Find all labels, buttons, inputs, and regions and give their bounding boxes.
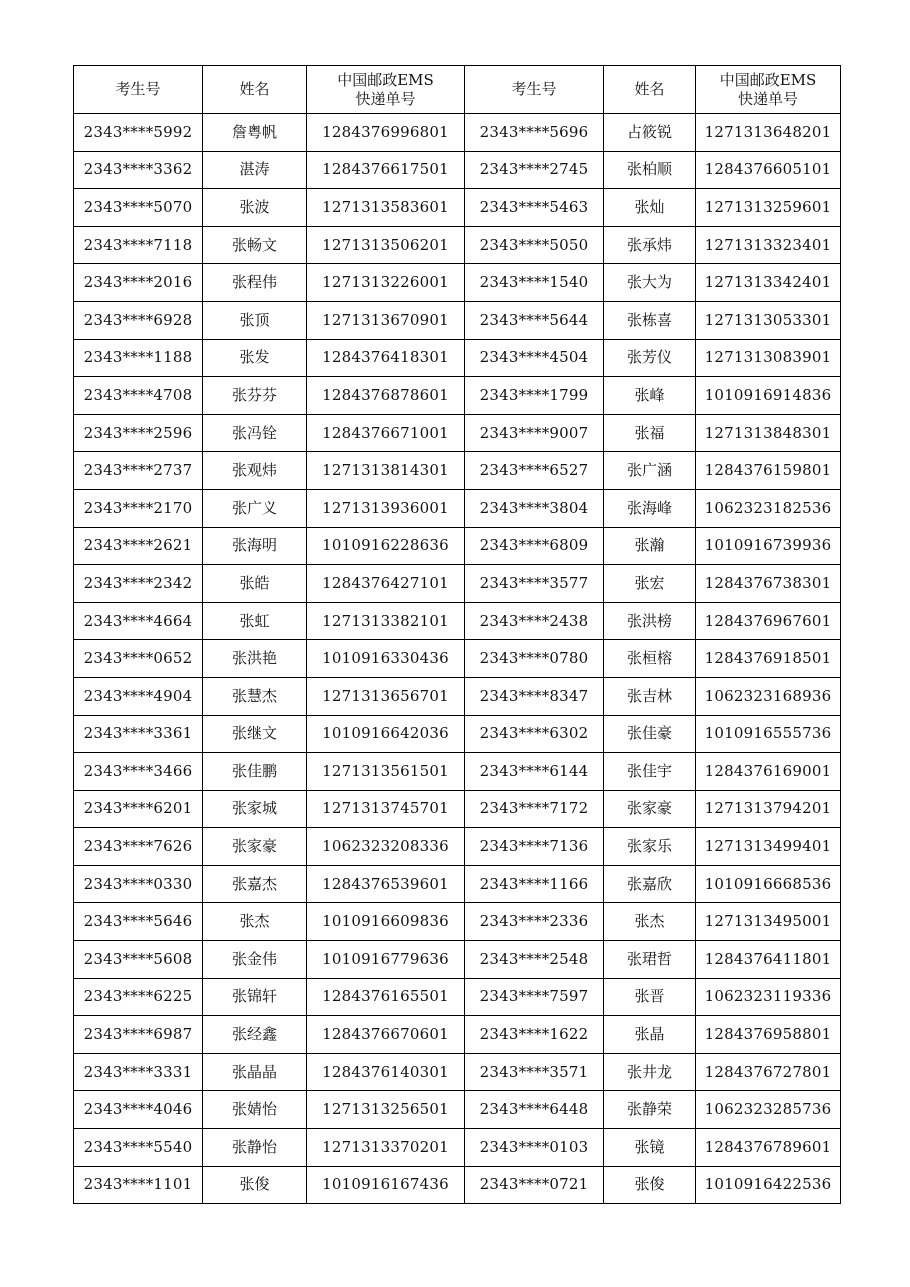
exam-id-cell: 2343****7597	[465, 978, 604, 1016]
header-ems-number	[307, 66, 465, 114]
ems-tracking-number-cell: 1284376418301	[307, 339, 465, 377]
exam-id-cell: 2343****2336	[465, 903, 604, 941]
ems-tracking-number-cell: 1271313670901	[307, 301, 465, 339]
header-label-line: 姓名	[634, 80, 665, 98]
student-name-cell: 张佳豪	[604, 715, 696, 753]
table-row	[74, 114, 841, 152]
ems-tracking-number-cell: 1284376727801	[696, 1053, 841, 1091]
table-row	[74, 301, 841, 339]
ems-tracking-number-cell: 1284376539601	[307, 865, 465, 903]
ems-tracking-number-cell: 1271313656701	[307, 677, 465, 715]
student-name-cell: 张灿	[604, 189, 696, 227]
exam-id-cell: 2343****5646	[74, 903, 203, 941]
exam-id-cell: 2343****6144	[465, 753, 604, 791]
student-name-cell: 张柏顺	[604, 151, 696, 189]
table-row	[74, 753, 841, 791]
student-name-cell: 张大为	[604, 264, 696, 302]
exam-id-cell: 2343****3804	[465, 489, 604, 527]
table-row	[74, 865, 841, 903]
student-name-cell: 张杰	[203, 903, 307, 941]
ems-tracking-number-cell: 1271313382101	[307, 602, 465, 640]
student-name-cell: 湛涛	[203, 151, 307, 189]
student-name-cell: 张井龙	[604, 1053, 696, 1091]
ems-tracking-number-cell: 1284376878601	[307, 377, 465, 415]
table-row	[74, 640, 841, 678]
ems-tracking-number-cell: 1284376918501	[696, 640, 841, 678]
ems-tracking-number-cell: 1284376789601	[696, 1129, 841, 1167]
ems-tracking-number-cell: 1284376967601	[696, 602, 841, 640]
exam-id-cell: 2343****5608	[74, 941, 203, 979]
student-name-cell: 张栋喜	[604, 301, 696, 339]
ems-tracking-number-cell: 1271313083901	[696, 339, 841, 377]
student-name-cell: 张程伟	[203, 264, 307, 302]
student-name-cell: 张福	[604, 414, 696, 452]
table-row	[74, 264, 841, 302]
exam-id-cell: 2343****0652	[74, 640, 203, 678]
exam-id-cell: 2343****5644	[465, 301, 604, 339]
exam-id-cell: 2343****2548	[465, 941, 604, 979]
student-name-cell: 张广义	[203, 489, 307, 527]
ems-tracking-number-cell: 1062323168936	[696, 677, 841, 715]
exam-id-cell: 2343****6448	[465, 1091, 604, 1129]
ems-tracking-number-cell: 1284376670601	[307, 1016, 465, 1054]
student-name-cell: 张慧杰	[203, 677, 307, 715]
student-name-cell: 张家乐	[604, 828, 696, 866]
student-name-cell: 张吉林	[604, 677, 696, 715]
ems-tracking-number-cell: 1271313848301	[696, 414, 841, 452]
table-row	[74, 1091, 841, 1129]
ems-tracking-number-cell: 1010916914836	[696, 377, 841, 415]
student-name-cell: 张峰	[604, 377, 696, 415]
exam-id-cell: 2343****1166	[465, 865, 604, 903]
exam-id-cell: 2343****6527	[465, 452, 604, 490]
exam-id-cell: 2343****6201	[74, 790, 203, 828]
exam-id-cell: 2343****1101	[74, 1166, 203, 1204]
ems-tracking-number-cell: 1010916642036	[307, 715, 465, 753]
exam-id-cell: 2343****1188	[74, 339, 203, 377]
exam-id-cell: 2343****3571	[465, 1053, 604, 1091]
header-exam-id	[465, 66, 604, 114]
ems-tracking-number-cell: 1010916739936	[696, 527, 841, 565]
ems-tracking-number-cell: 1010916422536	[696, 1166, 841, 1204]
exam-id-cell: 2343****1799	[465, 377, 604, 415]
exam-id-cell: 2343****3362	[74, 151, 203, 189]
header-label-line: 考生号	[511, 80, 557, 98]
student-name-cell: 张瀚	[604, 527, 696, 565]
student-name-cell: 张晋	[604, 978, 696, 1016]
student-name-cell: 张冯铨	[203, 414, 307, 452]
header-label-line: 考生号	[115, 80, 161, 98]
ems-tracking-number-cell: 1062323182536	[696, 489, 841, 527]
exam-id-cell: 2343****0103	[465, 1129, 604, 1167]
exam-id-cell: 2343****2342	[74, 565, 203, 603]
ems-tracking-number-cell: 1271313506201	[307, 226, 465, 264]
ems-tracking-number-cell: 1284376605101	[696, 151, 841, 189]
student-name-cell: 张波	[203, 189, 307, 227]
exam-id-cell: 2343****5696	[465, 114, 604, 152]
table-row	[74, 527, 841, 565]
ems-tracking-number-cell: 1010916330436	[307, 640, 465, 678]
ems-tracking-number-cell: 1271313794201	[696, 790, 841, 828]
table-header	[74, 66, 841, 114]
ems-tracking-number-cell: 1271313370201	[307, 1129, 465, 1167]
student-name-cell: 占筱锐	[604, 114, 696, 152]
header-label-line: 中国邮政EMS	[719, 70, 817, 89]
student-name-cell: 张锦轩	[203, 978, 307, 1016]
ems-tracking-number-cell: 1010916609836	[307, 903, 465, 941]
ems-tracking-number-cell: 1284376169001	[696, 753, 841, 791]
exam-id-cell: 2343****3361	[74, 715, 203, 753]
exam-id-cell: 2343****5463	[465, 189, 604, 227]
exam-id-cell: 2343****2170	[74, 489, 203, 527]
exam-id-cell: 2343****4904	[74, 677, 203, 715]
ems-tracking-number-cell: 1271313259601	[696, 189, 841, 227]
table-row	[74, 978, 841, 1016]
exam-id-cell: 2343****7136	[465, 828, 604, 866]
exam-id-cell: 2343****2745	[465, 151, 604, 189]
exam-id-cell: 2343****8347	[465, 677, 604, 715]
table-row	[74, 677, 841, 715]
student-name-cell: 张畅文	[203, 226, 307, 264]
ems-tracking-number-cell: 1062323285736	[696, 1091, 841, 1129]
ems-tracking-number-cell: 1271313936001	[307, 489, 465, 527]
student-name-cell: 张金伟	[203, 941, 307, 979]
student-name-cell: 张发	[203, 339, 307, 377]
exam-id-cell: 2343****7626	[74, 828, 203, 866]
header-label-line: 中国邮政EMS	[337, 70, 434, 89]
student-name-cell: 张静怡	[203, 1129, 307, 1167]
ems-tracking-number-cell: 1284376617501	[307, 151, 465, 189]
table-row	[74, 377, 841, 415]
table-row	[74, 452, 841, 490]
exam-id-cell: 2343****3331	[74, 1053, 203, 1091]
header-exam-id	[74, 66, 203, 114]
student-name-cell: 张俊	[203, 1166, 307, 1204]
student-name-cell: 张家豪	[604, 790, 696, 828]
ems-tracking-number-cell: 1284376159801	[696, 452, 841, 490]
student-name-cell: 张洪艳	[203, 640, 307, 678]
exam-id-cell: 2343****0721	[465, 1166, 604, 1204]
ems-tracking-number-cell: 1010916228636	[307, 527, 465, 565]
student-name-cell: 张观炜	[203, 452, 307, 490]
ems-tracking-number-cell: 1271313499401	[696, 828, 841, 866]
ems-tracking-number-cell: 1062323208336	[307, 828, 465, 866]
ems-tracking-number-cell: 1284376958801	[696, 1016, 841, 1054]
ems-tracking-number-cell: 1284376671001	[307, 414, 465, 452]
student-name-cell: 张继文	[203, 715, 307, 753]
exam-id-cell: 2343****2621	[74, 527, 203, 565]
student-name-cell: 张婧怡	[203, 1091, 307, 1129]
ems-tracking-number-cell: 1062323119336	[696, 978, 841, 1016]
exam-id-cell: 2343****9007	[465, 414, 604, 452]
shipping-roster-table	[73, 65, 841, 1204]
student-name-cell: 张静荣	[604, 1091, 696, 1129]
exam-id-cell: 2343****2438	[465, 602, 604, 640]
exam-id-cell: 2343****3466	[74, 753, 203, 791]
table-body	[74, 114, 841, 1204]
student-name-cell: 张皓	[203, 565, 307, 603]
table-row	[74, 941, 841, 979]
student-name-cell: 张广涵	[604, 452, 696, 490]
table-row	[74, 790, 841, 828]
student-name-cell: 张桓榕	[604, 640, 696, 678]
ems-tracking-number-cell: 1284376427101	[307, 565, 465, 603]
student-name-cell: 张承炜	[604, 226, 696, 264]
student-name-cell: 张家豪	[203, 828, 307, 866]
ems-tracking-number-cell: 1271313323401	[696, 226, 841, 264]
exam-id-cell: 2343****6302	[465, 715, 604, 753]
student-name-cell: 詹粤帆	[203, 114, 307, 152]
table-row	[74, 226, 841, 264]
table-row	[74, 565, 841, 603]
student-name-cell: 张佳宇	[604, 753, 696, 791]
student-name-cell: 张芳仪	[604, 339, 696, 377]
exam-id-cell: 2343****7172	[465, 790, 604, 828]
exam-id-cell: 2343****4708	[74, 377, 203, 415]
student-name-cell: 张嘉杰	[203, 865, 307, 903]
table-row	[74, 1129, 841, 1167]
exam-id-cell: 2343****6225	[74, 978, 203, 1016]
student-name-cell: 张经鑫	[203, 1016, 307, 1054]
exam-id-cell: 2343****4046	[74, 1091, 203, 1129]
student-name-cell: 张珺哲	[604, 941, 696, 979]
table-row	[74, 1016, 841, 1054]
ems-tracking-number-cell: 1271313256501	[307, 1091, 465, 1129]
table-row	[74, 489, 841, 527]
student-name-cell: 张洪榜	[604, 602, 696, 640]
student-name-cell: 张晶	[604, 1016, 696, 1054]
exam-id-cell: 2343****6987	[74, 1016, 203, 1054]
table-row	[74, 151, 841, 189]
exam-id-cell: 2343****5540	[74, 1129, 203, 1167]
ems-tracking-number-cell: 1271313226001	[307, 264, 465, 302]
student-name-cell: 张嘉欣	[604, 865, 696, 903]
exam-id-cell: 2343****4664	[74, 602, 203, 640]
ems-tracking-number-cell: 1010916779636	[307, 941, 465, 979]
ems-tracking-number-cell: 1271313814301	[307, 452, 465, 490]
exam-id-cell: 2343****2596	[74, 414, 203, 452]
header-label-line: 姓名	[239, 80, 270, 98]
header-ems-number	[696, 66, 841, 114]
table-row	[74, 602, 841, 640]
student-name-cell: 张晶晶	[203, 1053, 307, 1091]
header-label-line: 快递单号	[737, 89, 798, 108]
table-row	[74, 715, 841, 753]
exam-id-cell: 2343****3577	[465, 565, 604, 603]
student-name-cell: 张海峰	[604, 489, 696, 527]
student-name-cell: 张俊	[604, 1166, 696, 1204]
exam-id-cell: 2343****6809	[465, 527, 604, 565]
ems-tracking-number-cell: 1271313495001	[696, 903, 841, 941]
table-row	[74, 339, 841, 377]
exam-id-cell: 2343****1622	[465, 1016, 604, 1054]
exam-id-cell: 2343****2737	[74, 452, 203, 490]
student-name-cell: 张家城	[203, 790, 307, 828]
ems-tracking-number-cell: 1271313583601	[307, 189, 465, 227]
student-name-cell: 张芬芬	[203, 377, 307, 415]
table-row	[74, 1166, 841, 1204]
ems-tracking-number-cell: 1271313342401	[696, 264, 841, 302]
ems-tracking-number-cell: 1271313561501	[307, 753, 465, 791]
ems-tracking-number-cell: 1284376411801	[696, 941, 841, 979]
student-name-cell: 张佳鹏	[203, 753, 307, 791]
student-name-cell: 张杰	[604, 903, 696, 941]
header-name	[604, 66, 696, 114]
student-name-cell: 张镜	[604, 1129, 696, 1167]
table-row	[74, 414, 841, 452]
header-name	[203, 66, 307, 114]
table-row	[74, 903, 841, 941]
exam-id-cell: 2343****5992	[74, 114, 203, 152]
header-label-line: 快递单号	[355, 89, 416, 108]
exam-id-cell: 2343****5050	[465, 226, 604, 264]
ems-tracking-number-cell: 1284376738301	[696, 565, 841, 603]
ems-tracking-number-cell: 1010916668536	[696, 865, 841, 903]
ems-tracking-number-cell: 1284376165501	[307, 978, 465, 1016]
student-name-cell: 张顶	[203, 301, 307, 339]
table-row	[74, 189, 841, 227]
ems-tracking-number-cell: 1010916555736	[696, 715, 841, 753]
exam-id-cell: 2343****0780	[465, 640, 604, 678]
ems-tracking-number-cell: 1010916167436	[307, 1166, 465, 1204]
ems-tracking-number-cell: 1271313745701	[307, 790, 465, 828]
student-name-cell: 张宏	[604, 565, 696, 603]
header-row	[74, 66, 841, 114]
exam-id-cell: 2343****2016	[74, 264, 203, 302]
student-name-cell: 张虹	[203, 602, 307, 640]
student-name-cell: 张海明	[203, 527, 307, 565]
table-row	[74, 828, 841, 866]
ems-tracking-number-cell: 1284376140301	[307, 1053, 465, 1091]
exam-id-cell: 2343****0330	[74, 865, 203, 903]
exam-id-cell: 2343****4504	[465, 339, 604, 377]
table-row	[74, 1053, 841, 1091]
ems-tracking-number-cell: 1271313053301	[696, 301, 841, 339]
ems-tracking-number-cell: 1284376996801	[307, 114, 465, 152]
exam-id-cell: 2343****1540	[465, 264, 604, 302]
exam-id-cell: 2343****7118	[74, 226, 203, 264]
exam-id-cell: 2343****6928	[74, 301, 203, 339]
exam-id-cell: 2343****5070	[74, 189, 203, 227]
ems-tracking-number-cell: 1271313648201	[696, 114, 841, 152]
